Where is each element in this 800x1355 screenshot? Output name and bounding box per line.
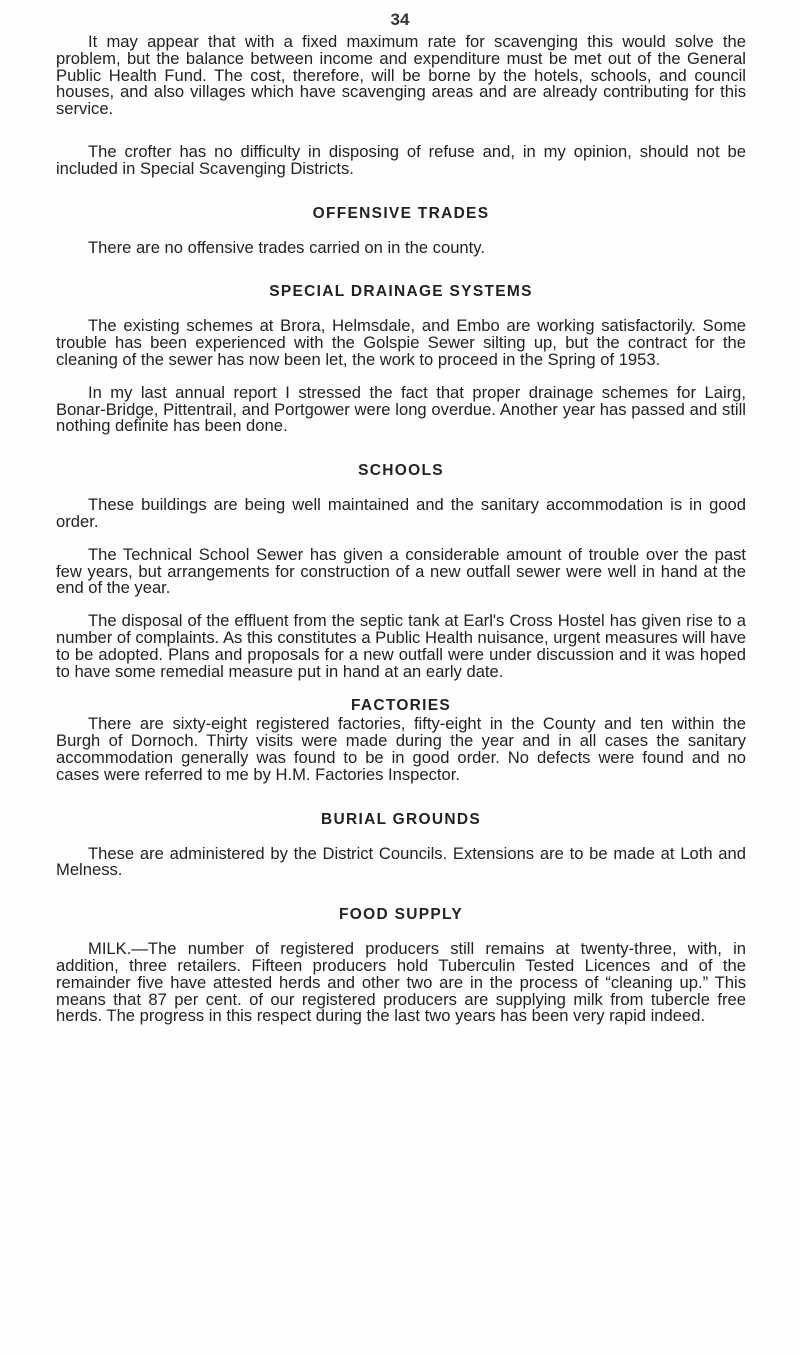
schools-heading: SCHOOLS — [358, 462, 444, 480]
special-drainage-paragraph-2: In my last annual report I stressed the fact that proper drainage schemes for Lairg, Bonar-Bridge, Pittentrail, and Portgower were long overdue. Another year has passed and still nothing definite has been done. — [56, 382, 746, 436]
page-content — [56, 34, 746, 1025]
page-number: 34 — [390, 10, 410, 29]
food-supply-paragraph: MILK.—The number of registered producers still remains at twenty-three, with, in addition, three retailers. Fifteen producers hold Tuberculin Tested Licences and of the remainder five have attested herds and other two are in the process of “cleaning up.” This means that 87 per cent. of our registered producers are supplying milk from tubercle free herds. The progress in this respect during the last two years has been very rapid indeed. — [56, 939, 746, 1026]
intro-paragraph-2: The crofter has no difficulty in disposing of refuse and, in my opinion, should not be included in Special Scavenging Districts. — [56, 141, 746, 178]
burial-grounds-paragraph: These are administered by the District Councils. Extensions are to be made at Loth and Melness. — [56, 843, 746, 880]
food-supply-heading: FOOD SUPPLY — [339, 906, 463, 924]
schools-paragraph-1: These buildings are being well maintained and the sanitary accommodation is in good order. — [56, 495, 746, 531]
factories-paragraph: There are sixty-eight registered factories, fifty-eight in the County and ten within the Burgh of Dornoch. Thirty visits were made during the year and in all cases the sanitary accommodation generally was found to be in good order. No defects were found and no cases were referred to me by H.M. Factories Inspector. — [56, 714, 746, 784]
special-drainage-paragraph-1: The existing schemes at Brora, Helmsdale, and Embo are working satisfactorily. Some trouble has been experienced with the Golspie Sewer silting up, but the contract for the cleaning of the sewer has now been let, the work to proceed in the Spring of 1953. — [56, 316, 746, 369]
factories-heading: FACTORIES — [350, 697, 452, 715]
offensive-trades-heading: OFFENSIVE TRADES — [312, 204, 490, 222]
offensive-trades-paragraph: There are no offensive trades carried on in the county. — [88, 237, 485, 257]
burial-grounds-heading: BURIAL GROUNDS — [320, 810, 481, 828]
schools-paragraph-2: The Technical School Sewer has given a considerable amount of trouble over the past few years, but arrangements for construction of a new outfall sewer were well in hand at the end of the year. — [56, 544, 746, 598]
schools-paragraph-3: The disposal of the effluent from the septic tank at Earl's Cross Hostel has given rise to a number of complaints. As this constitutes a Public Health nuisance, urgent measures will have to be adopted. Plans and proposals for a new outfall were under discussion and it was hoped to have some remedial measure put in hand at an early date. — [56, 611, 746, 681]
special-drainage-heading: SPECIAL DRAINAGE SYSTEMS — [269, 283, 533, 301]
intro-paragraph-1: It may appear that with a fixed maximum rate for scavenging this would solve the problem, but the balance between income and expenditure must be met out of the General Public Health Fund. The cost, therefore, will be borne by the hotels, schools, and council houses, and also villages which have scavenging areas and are already contributing for this service. — [56, 32, 746, 119]
